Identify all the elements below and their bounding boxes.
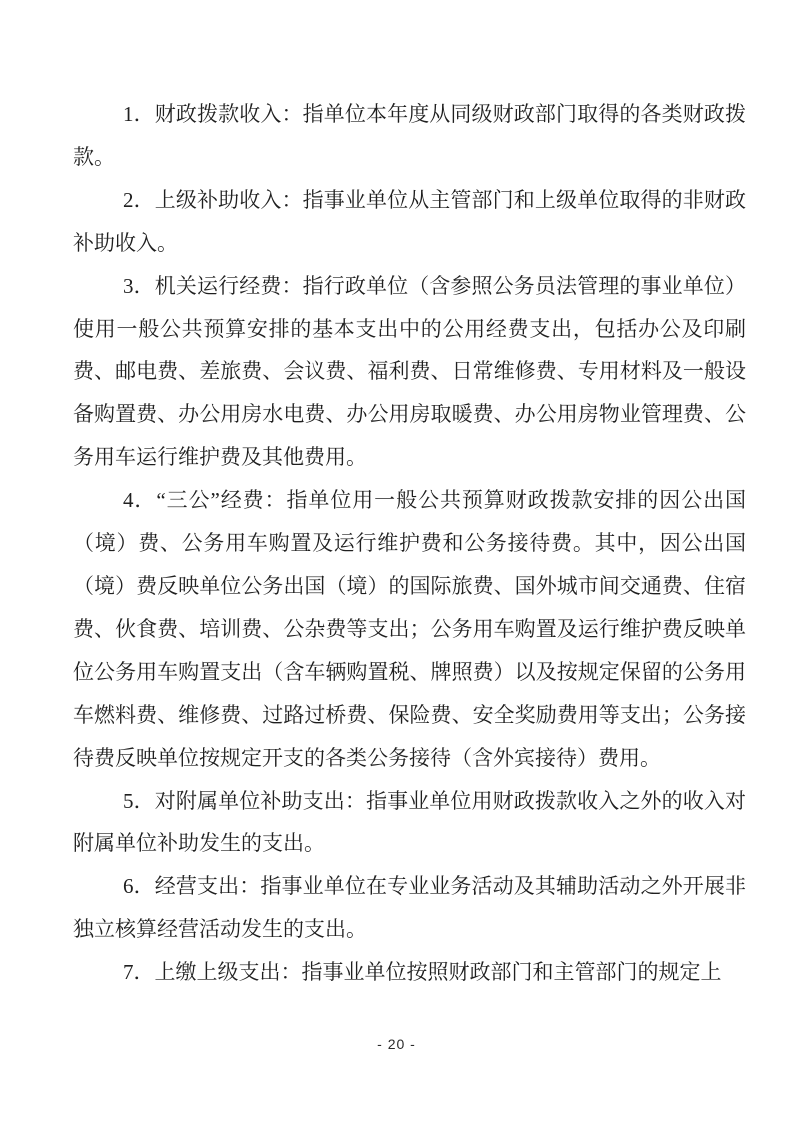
paragraph-subsidy-to-affiliated-units: 5．对附属单位补助支出：指事业单位用财政拨款收入之外的收入对附属单位补助发生的支出。 <box>73 788 746 856</box>
paragraph-fiscal-appropriation-income: 1．财政拨款收入：指单位本年度从同级财政部门取得的各类财政拨款。 <box>73 102 746 169</box>
paragraph-three-public-expenses: 4．“三公”经费：指单位用一般公共预算财政拨款安排的因公出国（境）费、公务用车购置及运行维护费和公务接待费。其中，因公出国（境）费反映单位公务出国（境）的国际旅费、国外城市间交通费、住宿费、伙食费、培训费、公杂费等支出；公务用车购置及运行维护费反映单位公务用车购置支出（含车辆购置税、牌照费）以及按规定保留的公务用车燃料费、维修费、过路过桥费、保险费、安全奖励费用等支出；公务接待费反映单位按规定开支的各类公务接待（含外宾接待）费用。 <box>73 488 746 770</box>
paragraph-payment-to-superior: 7．上缴上级支出：指事业单位按照财政部门和主管部门的规定上 <box>123 960 722 985</box>
page-number: - 20 - <box>377 1036 416 1052</box>
paragraph-agency-operating-expenses: 3．机关运行经费：指行政单位（含参照公务员法管理的事业单位）使用一般公共预算安排的基本支出中的公用经费支出，包括办公及印刷费、邮电费、差旅费、会议费、福利费、日常维修费、专用材料及一般设备购置费、办公用房水电费、办公用房取暖费、办公用房物业管理费、公务用车运行维护费及其他费用。 <box>73 273 746 470</box>
document-body <box>73 93 746 994</box>
paragraph-operating-expenditure: 6．经营支出：指事业单位在专业业务活动及其辅助活动之外开展非独立核算经营活动发生的支出。 <box>73 874 746 942</box>
paragraph-superior-subsidy-income: 2．上级补助收入：指事业单位从主管部门和上级单位取得的非财政补助收入。 <box>73 187 746 255</box>
